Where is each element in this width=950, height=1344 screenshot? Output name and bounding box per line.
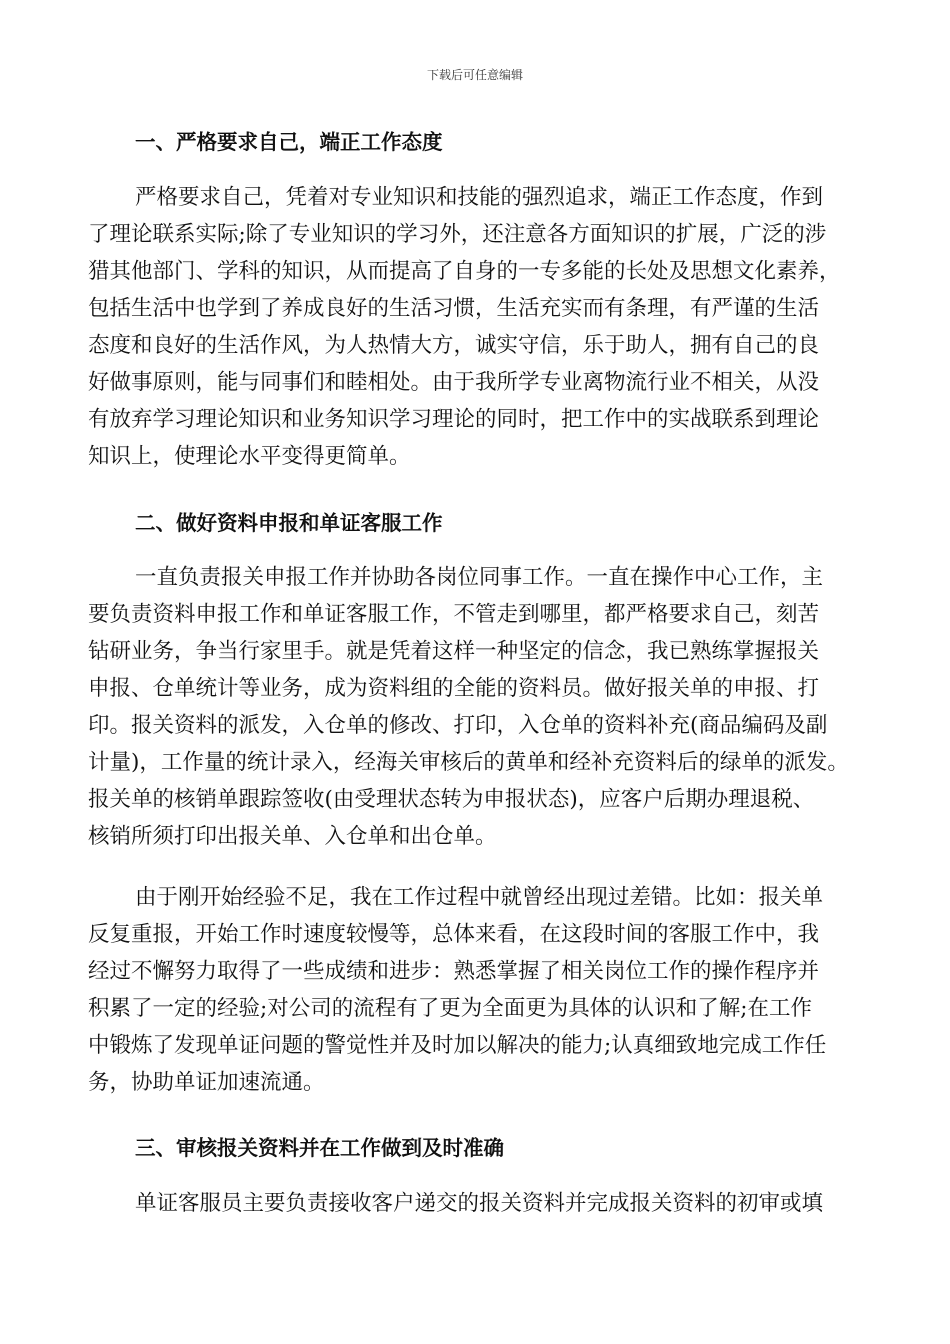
- section-heading-1: 一、严格要求自己，端正工作态度: [135, 130, 443, 154]
- paragraph-1-line: 态度和良好的生活作风，为人热情大方，诚实守信，乐于助人，拥有自己的良: [88, 333, 820, 358]
- page-header: 下载后可任意编辑: [426, 68, 523, 82]
- paragraph-2-line: 计量)，工作量的统计录入，经海关审核后的黄单和经补充资料后的绿单的派发。: [88, 750, 849, 775]
- section-heading-2: 二、做好资料申报和单证客服工作: [135, 511, 443, 535]
- paragraph-1-line: 严格要求自己，凭着对专业知识和技能的强烈追求，端正工作态度，作到: [135, 185, 824, 210]
- paragraph-2-line: 钻研业务，争当行家里手。就是凭着这样一种坚定的信念，我已熟练掌握报关: [88, 639, 820, 664]
- paragraph-3-line: 由于刚开始经验不足，我在工作过程中就曾经出现过差错。比如：报关单: [135, 885, 824, 910]
- paragraph-2-line: 要负责资料申报工作和单证客服工作，不管走到哪里，都严格要求自己，刻苦: [88, 602, 820, 627]
- paragraph-3-line: 务，协助单证加速流通。: [88, 1070, 325, 1095]
- paragraph-3-line: 经过不懈努力取得了一些成绩和进步：熟悉掌握了相关岗位工作的操作程序并: [88, 959, 820, 984]
- paragraph-1-line: 包括生活中也学到了养成良好的生活习惯，生活充实而有条理，有严谨的生活: [88, 296, 820, 321]
- paragraph-2-line: 一直负责报关申报工作并协助各岗位同事工作。一直在操作中心工作，主: [135, 565, 824, 590]
- paragraph-1-line: 猎其他部门、学科的知识，从而提高了自身的一专多能的长处及思想文化素养，: [88, 259, 841, 284]
- paragraph-3-line: 反复重报，开始工作时速度较慢等，总体来看，在这段时间的客服工作中，我: [88, 922, 820, 947]
- paragraph-3-line: 积累了一定的经验;对公司的流程有了更为全面更为具体的认识和了解;在工作: [88, 996, 812, 1021]
- paragraph-2-line: 报关单的核销单跟踪签收(由受理状态转为申报状态)，应客户后期办理退税、: [88, 787, 815, 812]
- section-heading-3: 三、审核报关资料并在工作做到及时准确: [135, 1136, 504, 1160]
- paragraph-4-line: 单证客服员主要负责接收客户递交的报关资料并完成报关资料的初审或填: [135, 1191, 824, 1216]
- paragraph-2-line: 核销所须打印出报关单、入仓单和出仓单。: [88, 824, 497, 849]
- paragraph-1-line: 了理论联系实际;除了专业知识的学习外，还注意各方面知识的扩展，广泛的涉: [88, 222, 827, 247]
- paragraph-1-line: 知识上，使理论水平变得更简单。: [88, 444, 411, 469]
- paragraph-2-line: 申报、仓单统计等业务，成为资料组的全能的资料员。做好报关单的申报、打: [88, 676, 820, 701]
- paragraph-3-line: 中锻炼了发现单证问题的警觉性并及时加以解决的能力;认真细致地完成工作任: [88, 1033, 827, 1058]
- paragraph-2-line: 印。报关资料的派发，入仓单的修改、打印，入仓单的资料补充(商品编码及副: [88, 713, 828, 738]
- paragraph-1-line: 有放弃学习理论知识和业务知识学习理论的同时，把工作中的实战联系到理论: [88, 407, 820, 432]
- paragraph-1-line: 好做事原则，能与同事们和睦相处。由于我所学专业离物流行业不相关，从没: [88, 370, 820, 395]
